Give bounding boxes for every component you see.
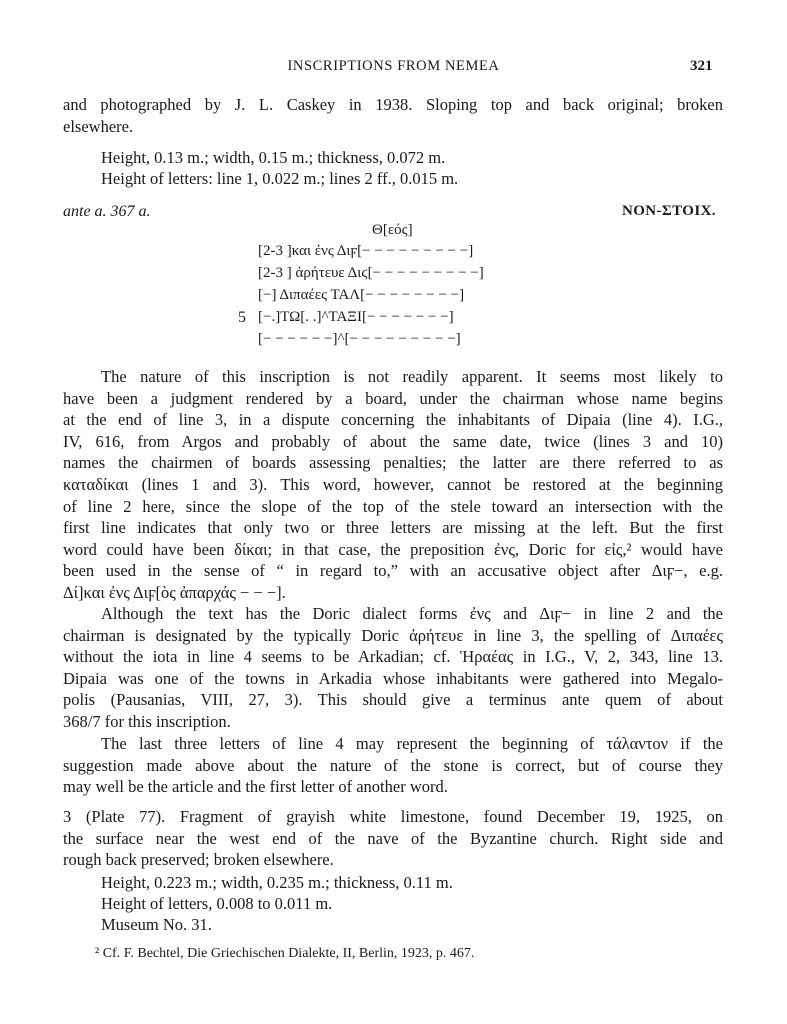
measurements-block bbox=[101, 147, 458, 189]
text-line: rough back preserved; broken elsewhere. bbox=[63, 850, 334, 870]
text-line: elsewhere. bbox=[63, 116, 134, 136]
commentary-paragraph-2 bbox=[63, 603, 723, 733]
measurement-line: Museum No. 31. bbox=[101, 915, 212, 934]
text-line: may well be the article and the first letter of another word. bbox=[63, 777, 448, 797]
text-line: chairman is designated by the typically Doric ἀρήτευε in line 3, the spelling of Διπαέες bbox=[63, 625, 723, 645]
commentary-paragraph-3 bbox=[63, 733, 723, 798]
text-line: first line indicates that only two or three letters are missing at the left. But the first bbox=[63, 518, 723, 538]
footnote: ² Cf. F. Bechtel, Die Griechischen Dialekte, II, Berlin, 1923, p. 467. bbox=[95, 946, 475, 961]
text-line: of line 2 here, since the slope of the top of the stele toward an intersection with the bbox=[63, 496, 723, 516]
text-line: and photographed by J. L. Caskey in 1938. Sloping top and back original; broken bbox=[63, 95, 723, 114]
measurement-line: Height of letters, 0.008 to 0.011 m. bbox=[101, 894, 333, 913]
inscription-line-6: [− − − − − −]^[− − − − − − − − −] bbox=[258, 331, 461, 347]
text-line: καταδίκαι (lines 1 and 3). This word, however, cannot be restored at the beginning bbox=[63, 474, 723, 494]
inscription-line-2: [2-3 ]και ἐνς Διϝ[− − − − − − − − −] bbox=[258, 243, 474, 259]
page-number: 321 bbox=[690, 58, 713, 74]
inscription-line-4: [−] Διπαέες ΤΑΛ[− − − − − − − −] bbox=[258, 287, 465, 303]
measurement-line: Height of letters: line 1, 0.022 m.; lines 2 ff., 0.015 m. bbox=[101, 169, 459, 188]
entry-3-paragraph bbox=[63, 806, 723, 871]
text-line: have been a judgment rendered by a board, under the chairman whose name begins bbox=[63, 388, 723, 408]
text-line: without the iota in line 4 seems to be Arkadian; cf. Ἡραέας in I.G., V, 2, 343, line 13. bbox=[63, 647, 723, 667]
measurement-line: Height, 0.223 m.; width, 0.235 m.; thickness, 0.11 m. bbox=[101, 873, 453, 892]
text-line: word could have been δίκαι; in that case, the preposition ἐνς, Doric for εἰς,² would have bbox=[63, 539, 723, 559]
measurements-block-3 bbox=[101, 872, 453, 935]
text-line: The last three letters of line 4 may represent the beginning of τάλαντον if the bbox=[101, 734, 723, 753]
running-title: INSCRIPTIONS FROM NEMEA bbox=[287, 58, 500, 74]
measurement-line: Height, 0.13 m.; width, 0.15 m.; thickness, 0.072 m. bbox=[101, 148, 446, 167]
text-line: Although the text has the Doric dialect forms ἐνς and Διϝ− in line 2 and the bbox=[101, 604, 724, 623]
commentary-paragraph-1 bbox=[63, 366, 723, 604]
date-label: ante a. 367 a. bbox=[63, 203, 151, 220]
inscription-line-3: [2-3 ] ἀρήτευε Διϛ[− − − − − − − − −] bbox=[258, 265, 484, 281]
text-line: Dipaia was one of the towns in Arkadia whose inhabitants were gathered into Megalo- bbox=[63, 668, 723, 688]
text-line: names the chairmen of boards assessing penalties; the latter are there referred to as bbox=[63, 453, 723, 473]
text-line: at the end of line 3, in a dispute concerning the inhabitants of Dipaia (line 4). I.G., bbox=[63, 410, 723, 430]
style-label: NON-ΣΤΟΙΧ. bbox=[622, 203, 716, 219]
text-line: Δί]και ἐνς Διϝ[ὸς ἀπαρχάς − − −]. bbox=[63, 582, 286, 602]
text-line: The nature of this inscription is not readily apparent. It seems most likely to bbox=[101, 367, 723, 386]
inscription-line-1: Θ[εός] bbox=[372, 222, 413, 238]
text-line: IV, 616, from Argos and probably of about the same date, twice (lines 3 and 10) bbox=[63, 431, 723, 451]
text-line: 3 (Plate 77). Fragment of grayish white limestone, found December 19, 1925, on bbox=[63, 807, 723, 826]
intro-paragraph bbox=[63, 94, 723, 137]
text-line: been used in the sense of “ in regard to,” with an accusative object after Διϝ−, e.g. bbox=[63, 561, 723, 581]
text-line: the surface near the west end of the nave of the Byzantine church. Right side and bbox=[63, 828, 723, 848]
text-line: 368/7 for this inscription. bbox=[63, 711, 231, 731]
text-line: polis (Pausanias, VIII, 27, 3). This should give a terminus ante quem of about bbox=[63, 690, 723, 710]
line-number-5: 5 bbox=[238, 309, 246, 326]
text-line: suggestion made above about the nature of the stone is correct, but of course they bbox=[63, 755, 723, 775]
inscription-line-5: [−.]ΤΩ[. .]^ΤΑΞΙ[− − − − − − −] bbox=[258, 309, 454, 325]
